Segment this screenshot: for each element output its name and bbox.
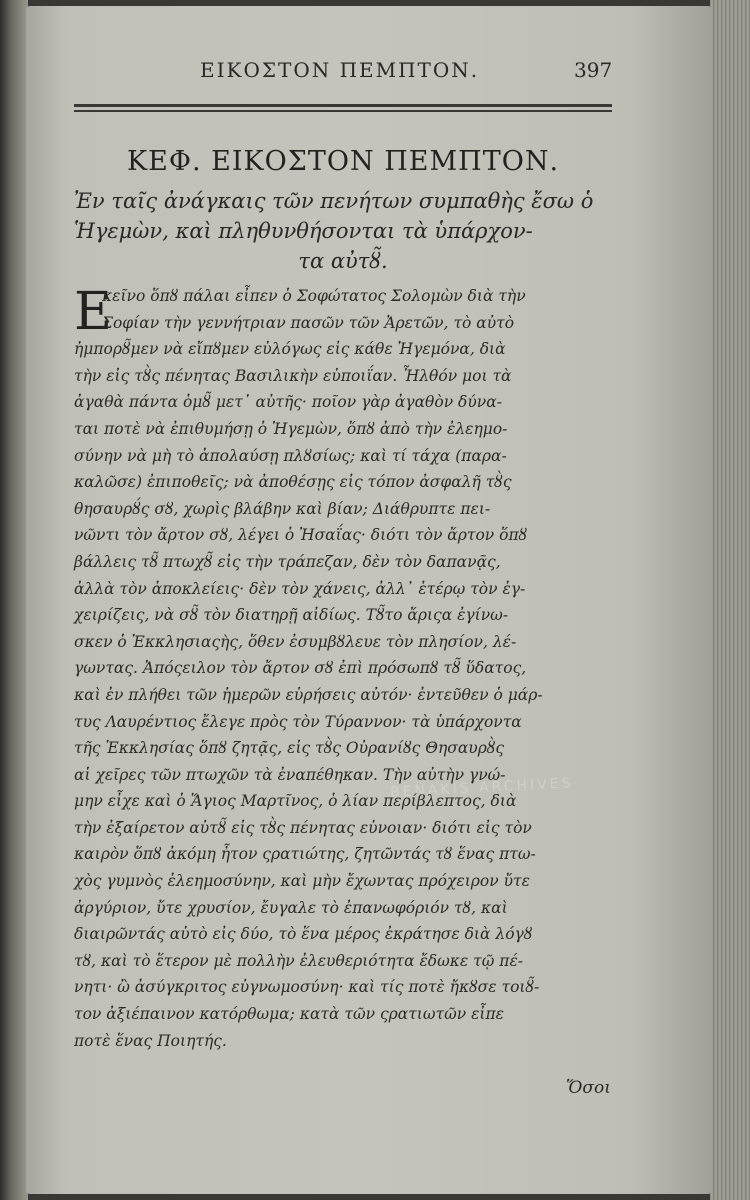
text-line: καλῶσε) ἐπιποθεῖς; νὰ ἀποθέσῃς εἰς τόπον ἀσφαλῆ τȣ̀ς [74,473,512,492]
text-line: τον ἀξιέπαινον κατόρθωμα; κατὰ τῶν ςρατιωτῶν εἶπε [74,1005,504,1024]
text-line: Σοφίαν τὴν γεννήτριαν πασῶν τῶν Ἀρετῶν, τὸ αὐτὸ [102,313,515,332]
text-line: θησαυρȣ́ς σȣ, χωρὶς βλάβην καὶ βίαν; Διάθρυπτε πει- [74,499,491,518]
text-line: διαιρῶντάς αὐτὸ εἰς δύο, τὸ ἕνα μέρος ἐκράτησε διὰ λόγȣ [74,925,533,944]
text-line: αἱ χεῖρες τῶν πτωχῶν τὰ ἐναπέθηκαν. Τὴν αὐτὴν γνώ- [74,765,506,784]
catchword: Ὅσοι [566,1078,611,1098]
text-line: χειρίζεις, νὰ σȣ̃ τὸν διατηρῇ αἰδίως. Τȣ̃το ἄριςα ἐγίνω- [74,606,509,625]
text-line: ται ποτὲ νὰ ἐπιθυμήσῃ ὁ Ἡγεμὼν, ὅπȣ ἀπὸ τὴν ἐλεημο- [74,419,508,438]
text-line: τῆς Ἐκκλησίας ὅπȣ ζητᾷς, εἰς τȣ̀ς Οὐρανίȣς Θησαυρȣ̀ς [74,739,505,758]
text-line: ποτὲ ἕνας Ποιητής. [74,1031,227,1050]
text-line: τυς Λαυρέντιος ἔλεγε πρὸς τὸν Τύραννον· τὰ ὑπάρχοντα [74,712,522,731]
subtitle-line: τα αὐτȣ̃. [298,249,388,273]
page-number: 397 [574,58,613,82]
text-line: ἠμπορȣ̃μεν νὰ εἴπȣμεν εὐλόγως εἰς κάθε Ἡγεμόνα, διὰ [74,340,506,359]
text-line: νητι· ὢ ἀσύγκριτος εὐγνωμοσύνη· καὶ τίς ποτὲ ἤκȣσε τοιȣ̃- [74,978,540,997]
text-line: μην εἶχε καὶ ὁ Ἅγιος Μαρτῖνος, ὁ λίαν περίβλεπτος, διὰ [74,792,517,811]
text-line: σκεν ὁ Ἐκκλησιαςὴς, ὅθεν ἐσυμβȣλευε τὸν πλησίον, λέ- [74,632,517,651]
chapter-subtitle [74,186,612,276]
right-page-edges [710,0,750,1200]
text-line: τὴν εἰς τȣ̀ς πένητας Βασιλικὴν εὐποιΐαν. Ἦλθόν μοι τὰ [74,366,512,385]
chapter-title: ΚΕΦ. ΕΙΚΟΣΤΟΝ ΠΕΜΠΤΟΝ. [126,146,560,177]
text-line: βάλλεις τȣ̃ πτωχȣ̃ εἰς τὴν τράπεζαν, δὲν τὸν δαπανᾷς, [74,552,501,571]
body-text [74,283,614,1054]
text-line: καιρὸν ὅπȣ ἀκόμη ἦτον ςρατιώτης, ζητῶντάς τȣ ἕνας πτω- [74,845,536,864]
subtitle-line: Ἡγεμὼν, καὶ πληθυνθήσονται τὰ ὑπάρχον- [74,219,533,243]
left-page-edge [0,0,28,1200]
text-line: καὶ ἐν πλήθει τῶν ἡμερῶν εὑρήσεις αὐτόν· ἐντεῦθεν ὁ μάρ- [74,685,543,704]
header-rule-thin [74,110,612,112]
text-line: σύνην νὰ μὴ τὸ ἀπολαύσῃ πλȣσίως; καὶ τί τάχα (παρα- [74,446,507,465]
running-head: ΕΙΚΟΣΤΟΝ ΠΕΜΠΤΟΝ. [200,58,480,82]
text-line: χὸς γυμνὸς ἐλεημοσύνην, καὶ μὴν ἔχωντας πρόχειρον ὔτε [74,872,530,891]
subtitle-line: Ἐν ταῖς ἀνάγκαις τῶν πενήτων συμπαθὴς ἔσω ὁ [74,189,594,213]
text-line: γωντας. Ἀπόςειλον τὸν ἄρτον σȣ ἐπὶ πρόσωπȣ τȣ̃ ὕδατος, [74,659,527,678]
text-line: νῶντι τὸν ἄρτον σȣ, λέγει ὁ Ἠσαΐας· διότι τὸν ἄρτον ὅπȣ [74,526,528,545]
text-line: τὴν ἐξαίρετον αὐτȣ̃ εἰς τȣ̀ς πένητας εὐνοιαν· διότι εἰς τὸν [74,818,532,837]
text-line: ἀγαθὰ πάντα ὁμȣ̃ μετ᾽ αὐτῆς· ποῖον γὰρ ἀγαθὸν δύνα- [74,393,502,412]
drop-cap: Ε [74,282,112,342]
text-line: κεῖνο ὅπȣ πάλαι εἶπεν ὁ Σοφώτατος Σολομὼν διὰ τὴν [102,287,526,305]
text-line: ἀλλὰ τὸν ἀποκλείεις· δὲν τὸν χάνεις, ἀλλ᾽ ἑτέρῳ τὸν ἐγ- [74,579,526,598]
header-rule [74,104,612,107]
archive-watermark: BENAKIS ARCHIVES [389,775,574,801]
text-line: ἀργύριον, ὔτε χρυσίον, ἔυγαλε τὸ ἐπανωφόριόν τȣ, καὶ [74,898,508,917]
text-line: τȣ, καὶ τὸ ἕτερον μὲ πολλὴν ἐλευθεριότητα ἔδωκε τῷ πέ- [74,951,524,970]
